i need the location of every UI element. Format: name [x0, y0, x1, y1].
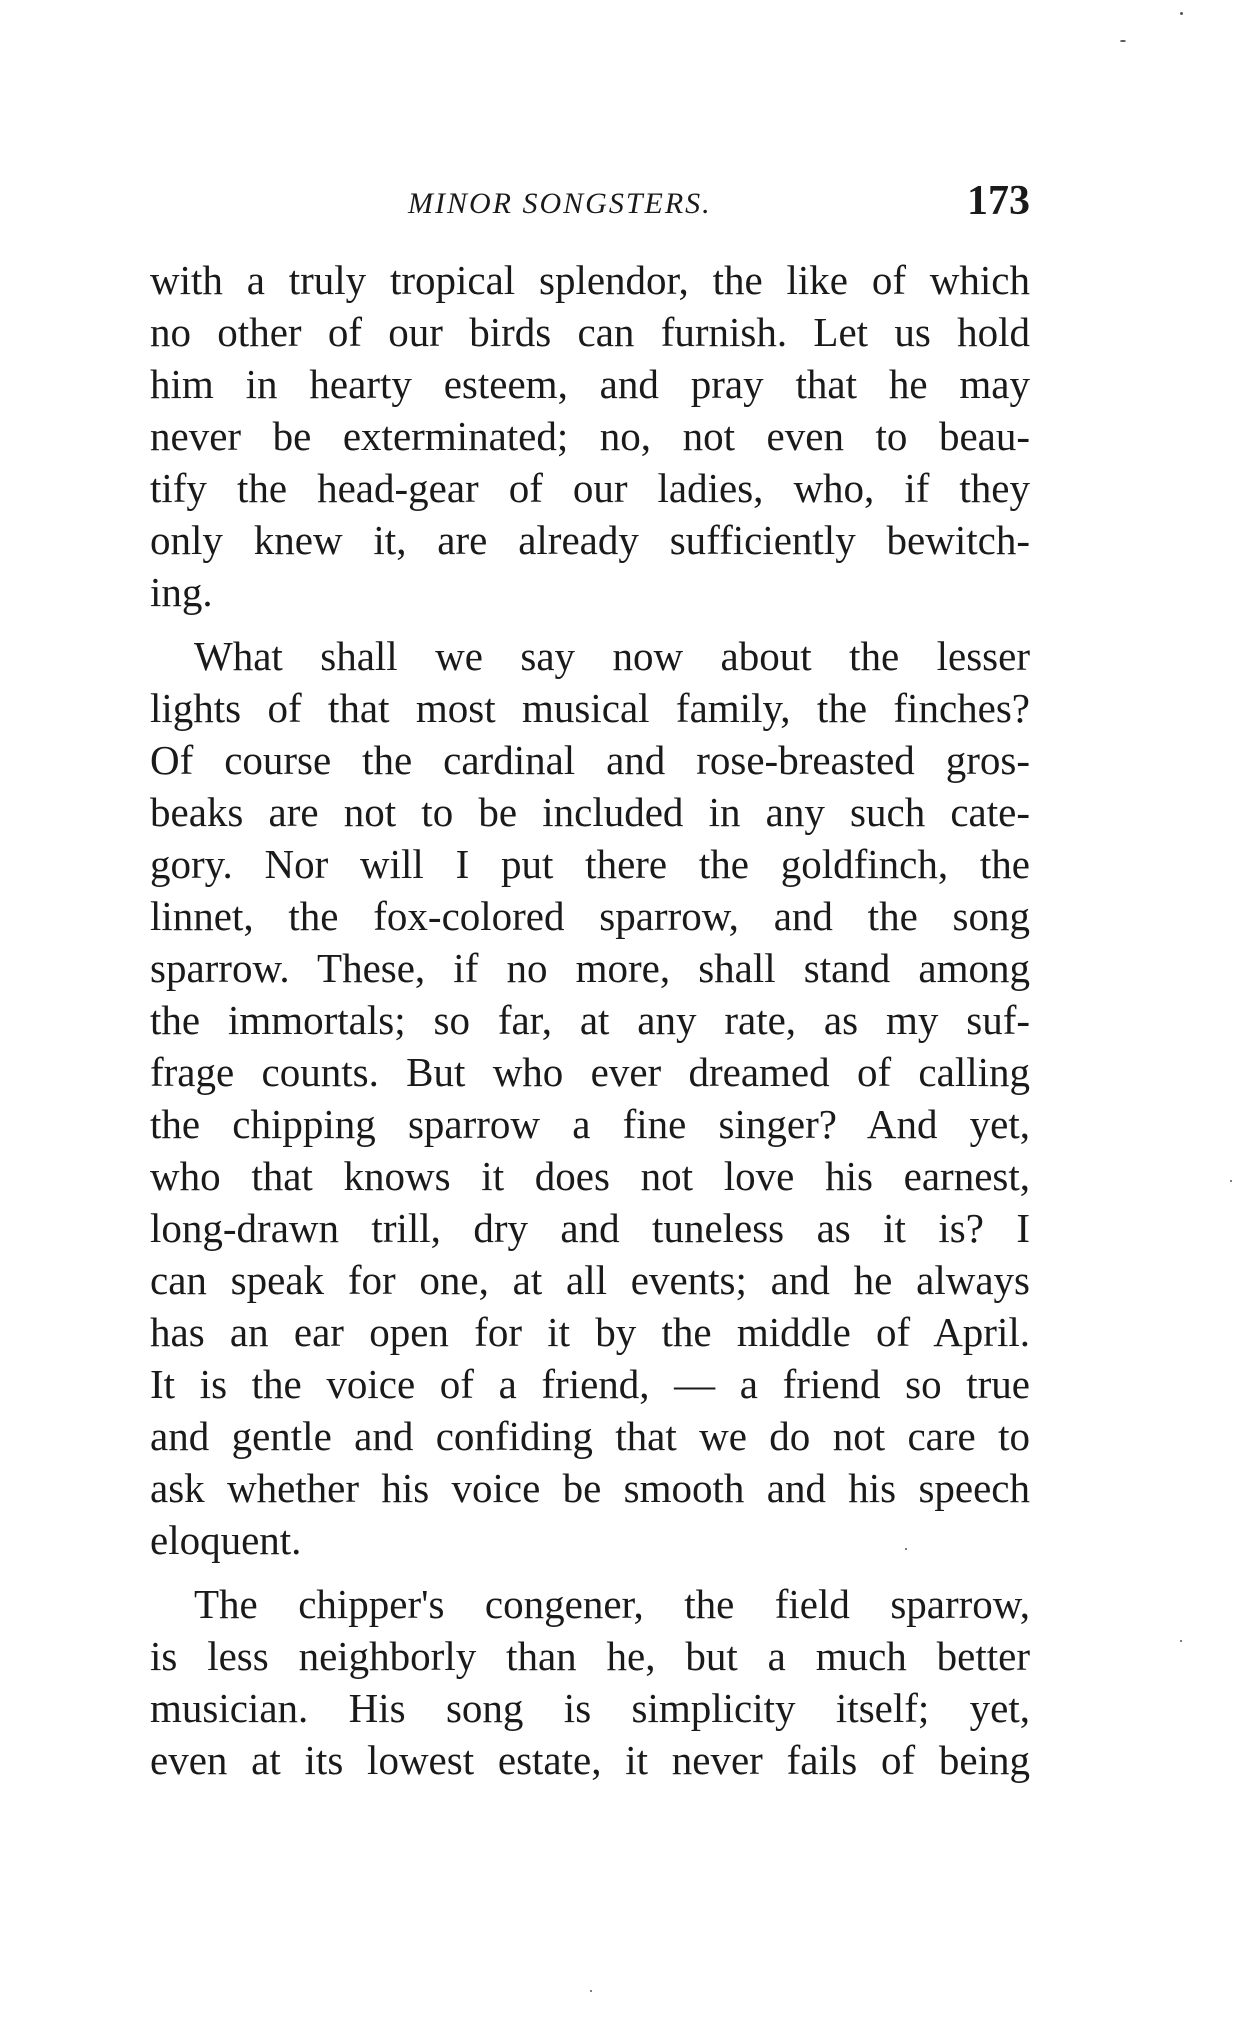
body-text: [150, 254, 1030, 1786]
text-line: only knew it, are already sufficiently bewitch-: [150, 517, 1030, 563]
text-line: eloquent.: [150, 1517, 302, 1563]
text-line: no other of our birds can furnish. Let us hold: [150, 309, 1030, 355]
text-line: who that knows it does not love his earnest,: [150, 1153, 1030, 1199]
text-line: is less neighborly than he, but a much better: [150, 1633, 1030, 1679]
running-head: [150, 178, 1030, 233]
text-line: musician. His song is simplicity itself; yet,: [150, 1685, 1030, 1731]
text-line: the chipping sparrow a fine singer? And yet,: [150, 1101, 1030, 1147]
text-line: beaks are not to be included in any such cate-: [150, 789, 1030, 835]
scan-speck: [1180, 1640, 1182, 1642]
scan-speck: [1120, 40, 1126, 42]
text-line: linnet, the fox-colored sparrow, and the song: [150, 893, 1030, 939]
text-line: lights of that most musical family, the finches?: [150, 685, 1030, 731]
text-line: can speak for one, at all events; and he always: [150, 1257, 1030, 1303]
scan-speck: [590, 1990, 592, 1992]
text-line: What shall we say now about the lesser: [194, 633, 1030, 679]
scan-speck: [1230, 1180, 1232, 1182]
text-line: gory. Nor will I put there the goldfinch, the: [150, 841, 1030, 887]
text-line: has an ear open for it by the middle of April.: [150, 1309, 1030, 1355]
text-line: ing.: [150, 569, 213, 615]
text-line: and gentle and confiding that we do not care to: [150, 1413, 1030, 1459]
text-line: long-drawn trill, dry and tuneless as it is? I: [150, 1205, 1030, 1251]
paragraph-2: [150, 630, 1030, 1566]
text-line: It is the voice of a friend, — a friend so true: [150, 1361, 1030, 1407]
text-line: tify the head-gear of our ladies, who, if they: [150, 465, 1030, 511]
text-line: frage counts. But who ever dreamed of calling: [150, 1049, 1030, 1095]
paragraph-3: [150, 1578, 1030, 1786]
text-line: him in hearty esteem, and pray that he may: [150, 361, 1030, 407]
text-line: Of course the cardinal and rose-breasted gros-: [150, 737, 1030, 783]
scan-speck: [905, 1548, 907, 1550]
running-title: MINOR SONGSTERS.: [408, 187, 712, 220]
text-line: sparrow. These, if no more, shall stand among: [150, 945, 1030, 991]
scan-speck: [1180, 12, 1183, 15]
text-line: the immortals; so far, at any rate, as my suf-: [150, 997, 1030, 1043]
text-line: The chipper's congener, the field sparrow,: [194, 1581, 1030, 1627]
text-line: never be exterminated; no, not even to beau-: [150, 413, 1030, 459]
text-line: ask whether his voice be smooth and his speech: [150, 1465, 1030, 1511]
paragraph-1: [150, 254, 1030, 618]
page-number: 173: [967, 178, 1030, 224]
text-line: with a truly tropical splendor, the like of which: [150, 257, 1030, 303]
text-line: even at its lowest estate, it never fails of being: [150, 1737, 1030, 1783]
